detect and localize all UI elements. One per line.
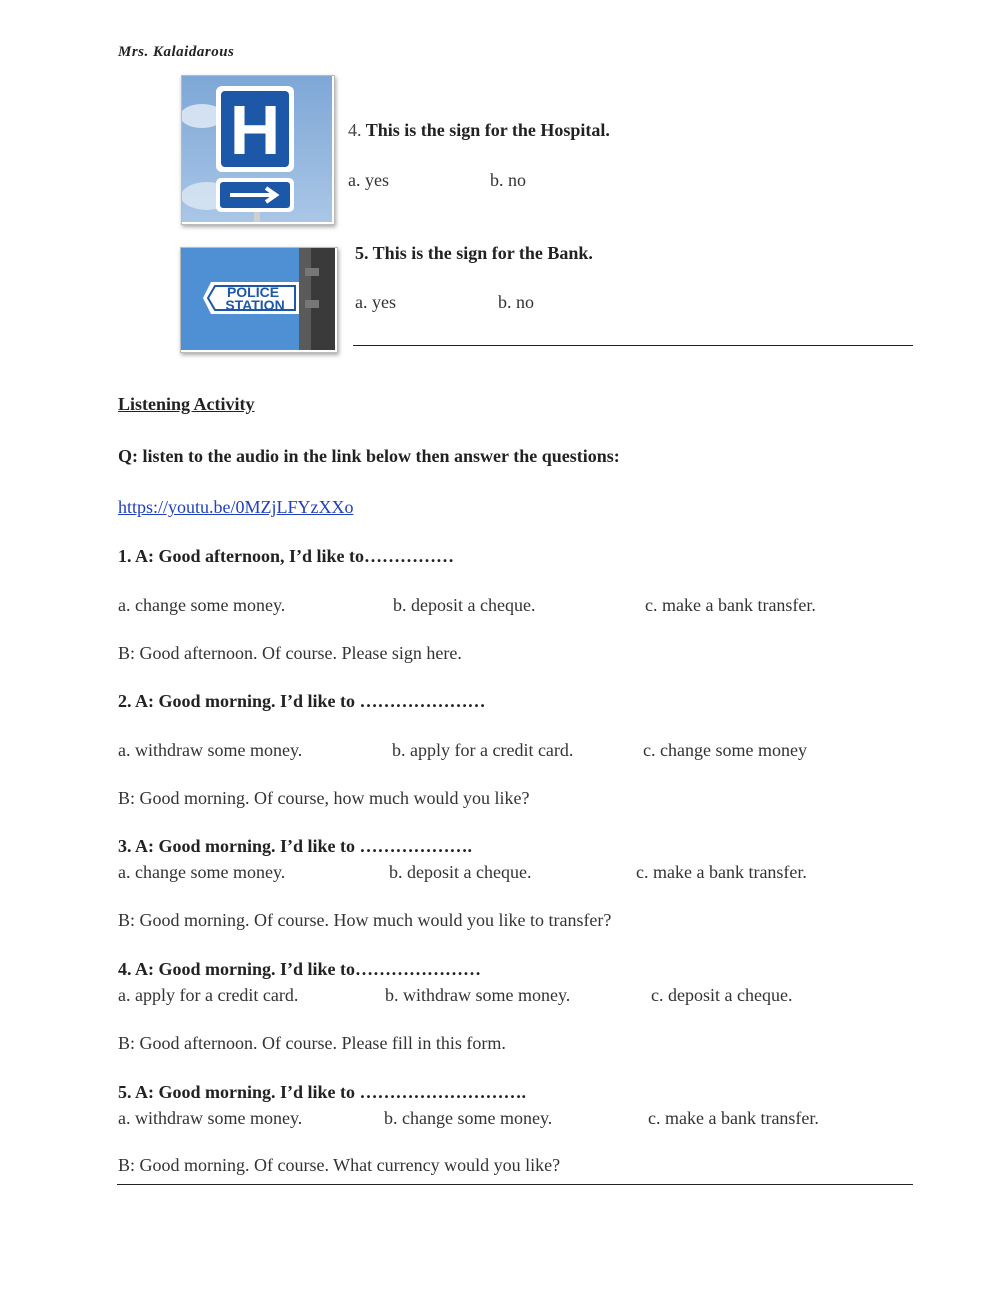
audio-link[interactable]: https://youtu.be/0MZjLFYzXXo [118, 497, 354, 517]
sign-4-option-a[interactable]: a. yes [348, 170, 389, 190]
sign-question-4-text: This is the sign for the Hospital. [365, 120, 610, 140]
sign-5-option-b[interactable]: b. no [498, 292, 534, 312]
item-1-option-c[interactable]: c. make a bank transfer. [645, 595, 816, 615]
sign-4-option-b[interactable]: b. no [490, 170, 526, 190]
item-2-option-a[interactable]: a. withdraw some money. [118, 740, 303, 760]
listening-heading: Listening Activity [118, 394, 255, 414]
item-3-option-b[interactable]: b. deposit a cheque. [389, 862, 532, 882]
item-4-prompt: 4. A: Good morning. I’d like to………………… [118, 959, 482, 979]
hospital-sign-letter: H [229, 91, 281, 169]
item-1-option-b[interactable]: b. deposit a cheque. [393, 595, 536, 615]
item-5-option-a[interactable]: a. withdraw some money. [118, 1108, 303, 1128]
item-1-prompt: 1. A: Good afternoon, I’d like to…………… [118, 546, 455, 566]
item-4-response: B: Good afternoon. Of course. Please fill in this form. [118, 1033, 506, 1053]
item-5-option-c[interactable]: c. make a bank transfer. [648, 1108, 819, 1128]
divider-top [353, 345, 913, 346]
sign-question-4-number: 4. [348, 120, 362, 140]
item-4-option-c[interactable]: c. deposit a cheque. [651, 985, 793, 1005]
item-1-option-a[interactable]: a. change some money. [118, 595, 286, 615]
item-2-prompt: 2. A: Good morning. I’d like to ………………… [118, 691, 486, 711]
item-2-option-b[interactable]: b. apply for a credit card. [392, 740, 574, 760]
item-5-response: B: Good morning. Of course. What currency would you like? [118, 1155, 561, 1175]
hospital-sign-image [181, 75, 335, 225]
police-sign-line2: STATION [225, 297, 285, 313]
sign-question-4 [348, 120, 610, 141]
item-3-option-c[interactable]: c. make a bank transfer. [636, 862, 807, 882]
item-4-option-a[interactable]: a. apply for a credit card. [118, 985, 299, 1005]
item-1-response: B: Good afternoon. Of course. Please sign here. [118, 643, 462, 663]
item-2-response: B: Good morning. Of course, how much would you like? [118, 788, 530, 808]
item-4-option-b[interactable]: b. withdraw some money. [385, 985, 571, 1005]
listening-instruction: Q: listen to the audio in the link below then answer the questions: [118, 446, 620, 466]
item-5-option-b[interactable]: b. change some money. [384, 1108, 553, 1128]
item-3-response: B: Good morning. Of course. How much would you like to transfer? [118, 910, 612, 930]
sign-question-5: 5. This is the sign for the Bank. [355, 243, 593, 263]
police-station-sign-image [180, 247, 338, 353]
item-5-prompt: 5. A: Good morning. I’d like to ………………………. [118, 1082, 527, 1102]
item-3-prompt: 3. A: Good morning. I’d like to ………………. [118, 836, 473, 856]
item-3-option-a[interactable]: a. change some money. [118, 862, 286, 882]
item-2-option-c[interactable]: c. change some money [643, 740, 807, 760]
divider-bottom [117, 1184, 913, 1185]
police-sign-line1: POLICE [226, 284, 280, 300]
author-name: Mrs. Kalaidarous [118, 44, 235, 60]
sign-5-option-a[interactable]: a. yes [355, 292, 396, 312]
